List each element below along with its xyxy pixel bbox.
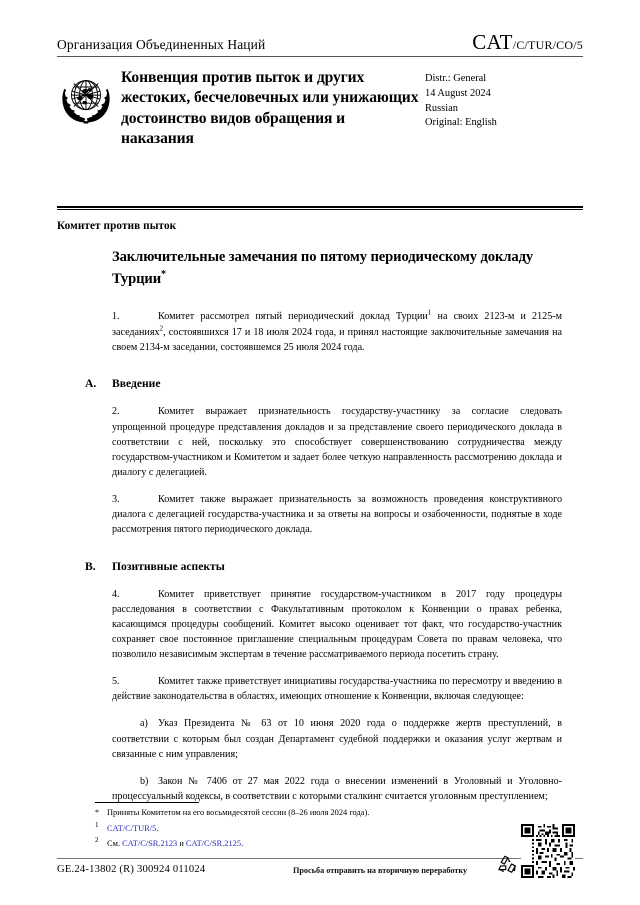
distribution-block <box>421 67 575 131</box>
footnote-ref-1: 1 <box>427 308 432 317</box>
document-body <box>57 248 583 804</box>
subparagraph-b-text: Закон № 7406 от 27 мая 2022 года о внесении изменений в Уголовный и Уголовно-процессуальный кодексы, в соответствии с которыми сталкинг считается уголовным преступлением; <box>112 775 562 803</box>
committee-name: Комитет против пыток <box>57 220 177 232</box>
masthead-rule <box>57 56 583 57</box>
subparagraph-a-letter: a) <box>140 718 148 730</box>
section-heading-a <box>85 377 562 390</box>
footnote-2-link-1[interactable]: CAT/C/SR.2123 <box>122 839 178 849</box>
paragraph-1 <box>112 307 562 355</box>
footnote-star-mark: * <box>95 808 99 817</box>
paragraph-2-text: Комитет выражает признательность государству-участнику за согласие следовать упрощенной процедуре представления докладов и за представление своего периодического доклада в соответствии с ней, поскольку это способствует совершенствованию сотрудничества между государством-участником и Комитетом и задает более четкую направленность рассмотрению доклада и диалогу с делегацией. <box>112 406 562 478</box>
footnote-1 <box>95 820 575 836</box>
paragraph-5 <box>112 674 562 704</box>
title-footnote-star: * <box>161 268 166 280</box>
footnote-2 <box>95 835 575 851</box>
footnote-separator <box>95 802 199 803</box>
paragraph-1-text: Комитет рассмотрел пятый периодический доклад Турции$^1$ на своих 2123-м и 2125-м заседаниях$^2$, состоявшихся 17 и 18 июля 2024 года, и принял настоящие заключительные замечания на своем 2134-м заседании, состоявшемся 25 июля 2024 года. <box>112 308 562 354</box>
footnote-2-prefix: См. <box>107 839 123 849</box>
section-divider-rule <box>57 206 583 210</box>
qr-code[interactable] <box>521 824 575 878</box>
paragraph-2-number: 2. <box>112 406 120 418</box>
paragraph-4-number: 4. <box>112 588 120 600</box>
footnote-2-mark: 2 <box>95 836 99 845</box>
convention-title: Конвенция против пыток и других жестоких, бесчеловечных или унижающих достоинство видов обращения и наказания <box>121 69 419 147</box>
footnote-2-link-2[interactable]: CAT/C/SR.2125 <box>185 839 242 849</box>
paragraph-4-text: Комитет приветствует принятие государством-участником в 2017 году процедуры расследования в соответствии с Факультативным протоколом к Конвенции о правах ребенка, касающимся процедуры сообщений. Комитет высоко оценивает тот факт, что государство-участник сохраняет свое постоянное приглашение специальным процедурам Совета по правам человека, что позволило независимым экспертам в течение рассматриваемого периода посетить страну. <box>112 588 562 661</box>
recycle-icon <box>497 855 519 880</box>
paragraph-1-number: 1. <box>112 310 120 322</box>
paragraph-4 <box>112 587 562 663</box>
distr-language: Russian <box>425 102 458 114</box>
masthead-top-row <box>57 32 583 55</box>
footnote-1-suffix: . <box>156 823 159 833</box>
distr-original: Original: English <box>425 117 497 129</box>
document-symbol <box>472 32 583 53</box>
footnote-2-suffix: . <box>241 839 244 849</box>
ge-document-code: GE.24-13802 (R) 300924 011024 <box>57 864 206 875</box>
document-title-text: Заключительные замечания по пятому периодическому докладу Турции <box>112 249 534 287</box>
paragraph-5-text: Комитет также приветствует инициативы государства-участника по пересмотру и введению в действие законодательства в областях, имеющих отношение к Конвенции, включая следующее: <box>112 676 562 703</box>
paragraph-3 <box>112 492 562 537</box>
footnote-star-text: Приняты Комитетом на его восьмидесятой сессии (8–26 июля 2024 года). <box>107 808 370 817</box>
subparagraph-b <box>112 774 562 804</box>
footnote-1-link[interactable]: CAT/C/TUR/5 <box>107 823 157 833</box>
paragraph-5-number: 5. <box>112 676 120 688</box>
footnote-2-conjunction: и <box>177 839 186 849</box>
paragraph-3-number: 3. <box>112 494 120 506</box>
subparagraph-b-letter: b) <box>140 775 149 787</box>
paragraph-3-text: Комитет также выражает признательность за возможность проведения конструктивного диалога с делегацией государства-участника и за ответы на вопросы и озабоченности, поднятые в ходе рассмотрения пятого периодического доклада. <box>112 494 562 536</box>
organization-name: Организация Объединенных Наций <box>57 37 266 53</box>
footnote-1-mark: 1 <box>95 820 99 829</box>
recycle-note: Просьба отправить на вторичную переработку <box>293 866 468 875</box>
un-emblem-icon <box>57 69 115 127</box>
document-symbol-main: CAT <box>472 30 513 54</box>
section-a-title: Введение <box>112 377 161 391</box>
footnote-ref-2: 2 <box>159 324 164 333</box>
masthead <box>57 32 583 149</box>
section-heading-b <box>85 560 562 573</box>
subparagraph-a <box>112 716 562 761</box>
section-b-title: Позитивные аспекты <box>112 559 225 573</box>
distr-date: 14 August 2024 <box>425 87 491 99</box>
document-title <box>112 248 562 289</box>
section-b-letter: B. <box>85 559 96 573</box>
section-a-letter: A. <box>85 377 97 391</box>
subparagraph-a-text: Указ Президента № 63 от 10 июня 2020 года о поддержке жертв преступлений, в соответствии с которым был создан Департамент судебной поддержки и оказания услуг жертвам и связанные с ним управления; <box>112 718 562 760</box>
distr-line: Distr.: General <box>425 73 487 84</box>
footnotes-block <box>95 802 575 851</box>
paragraph-2 <box>112 404 562 480</box>
footnote-star <box>95 807 575 820</box>
document-symbol-suffix: /C/TUR/CO/5 <box>512 38 583 52</box>
title-block <box>57 67 583 149</box>
